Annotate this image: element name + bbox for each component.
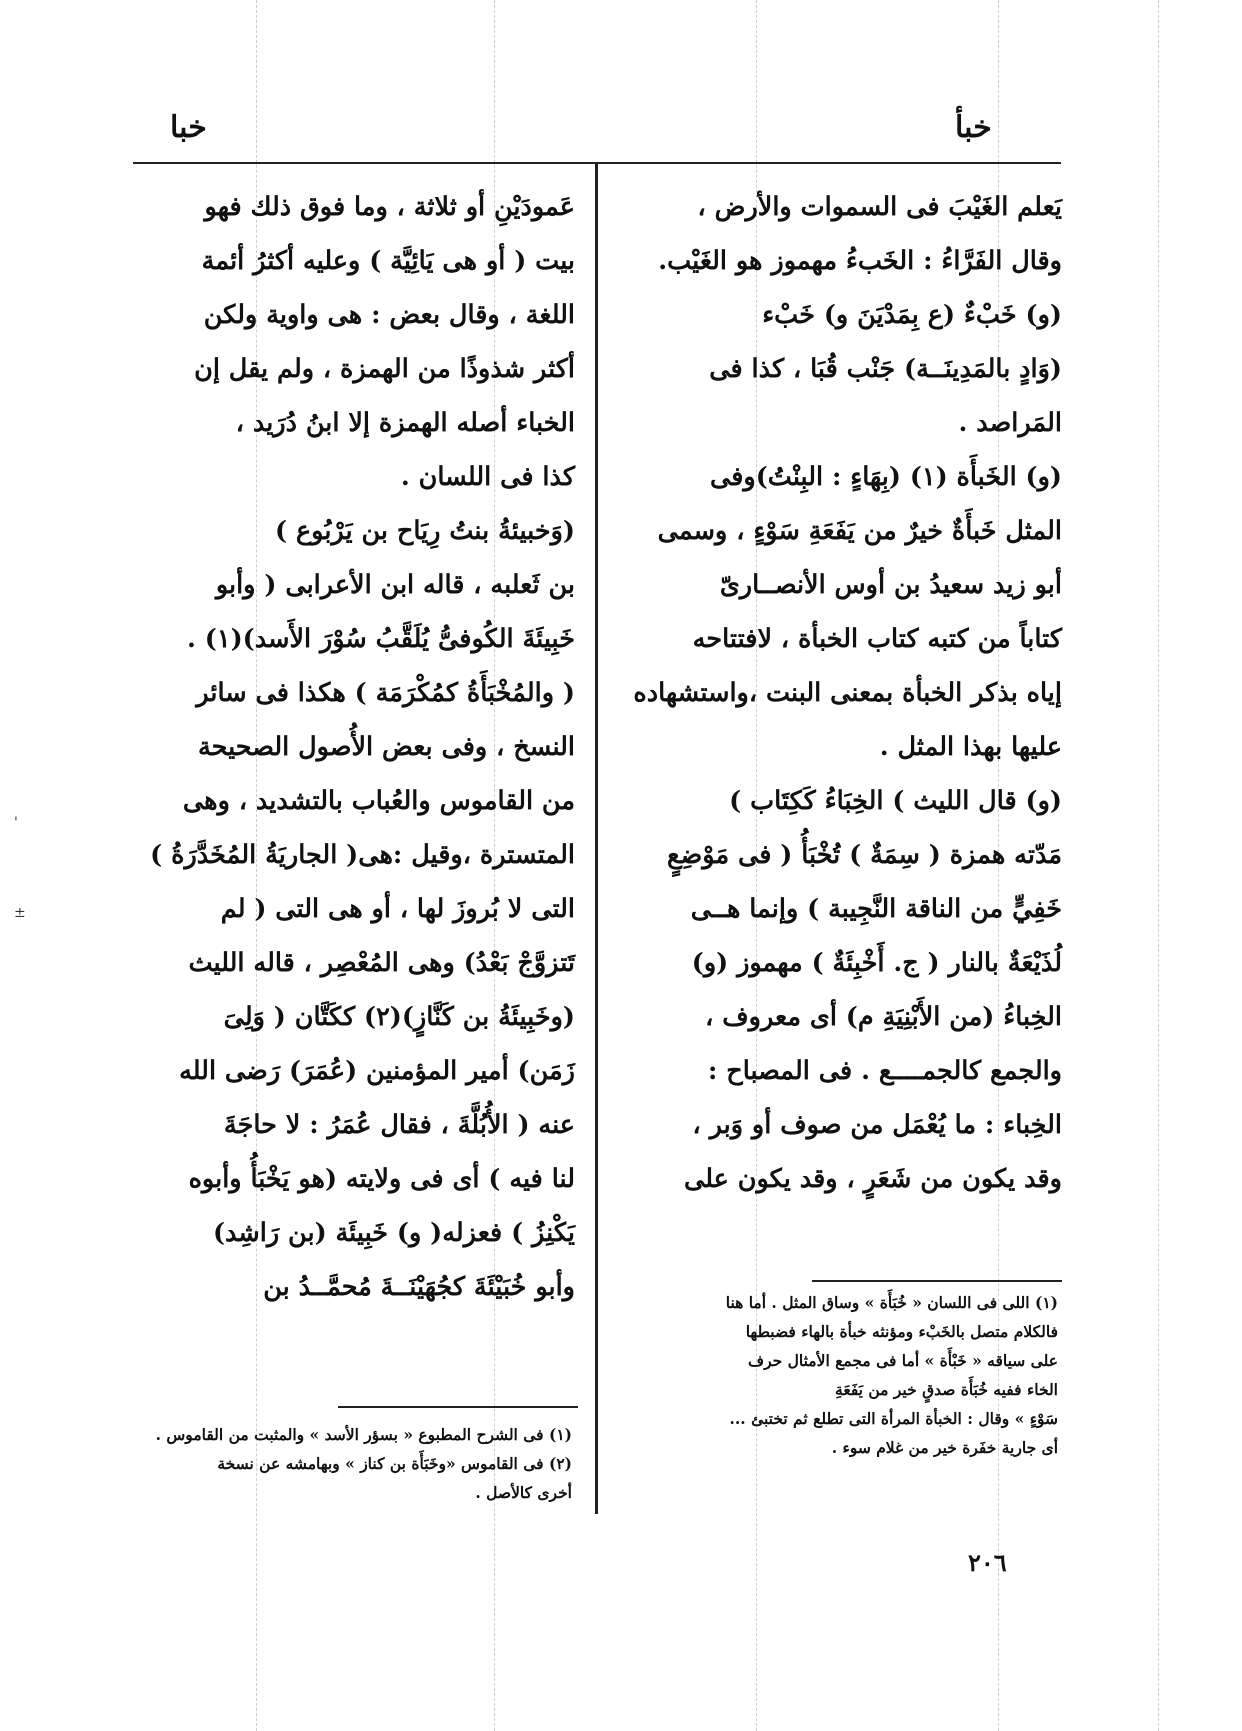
text-line: لُذَيْعَةٌ بالنار ( ج. أَخْبِئَةٌ ) مهموز (و) — [691, 948, 1062, 978]
text-line: (و) قال الليث ) الخِبَاءُ كَكِتَاب ) — [729, 786, 1062, 816]
text-line: (وَخبيئةُ بنتُ رِيَاح بن يَرْبُوع ) — [275, 516, 575, 546]
text-line: والجمع كالجمــــع . فى المصباح : — [707, 1056, 1062, 1086]
text-line: زَمَن) أمير المؤمنين (عُمَرَ) رَضى الله — [179, 1056, 575, 1086]
scan-guide-line — [1158, 0, 1159, 1731]
running-header-left: خبا — [170, 110, 207, 145]
text-line: الخباء أصله الهمزة إلا ابنُ دُرَيد ، — [235, 408, 575, 438]
footnote-rule-right — [812, 1280, 1062, 1282]
text-line: وأبو خُبَيْئَةَ كجُهَيْنَــةَ مُحمَّــدُ بن — [263, 1272, 575, 1302]
text-line: أبو زيد سعيدُ بن أوس الأنصــارىّ — [719, 570, 1062, 600]
text-line: المثل خَبأَةٌ خيرٌ من يَفَعَةِ سَوْءٍ ، وسمى — [657, 516, 1062, 546]
footnote-line: (٢) فى القاموس «وخَبَأَة بن كناز » وبهامشه عن نسخة — [217, 1454, 572, 1473]
text-line: الخِباء : ما يُعْمَل من صوف أو وَبر ، — [692, 1110, 1062, 1140]
text-line: الخِباءُ (من الأَبْنِيَةِ م) أى معروف ، — [705, 1002, 1062, 1032]
text-line: عنه ( الأُبُلَّةَ ، فقال عُمَرُ : لا حاجَةَ — [223, 1110, 575, 1140]
left-column — [135, 180, 575, 1314]
text-line: (وخَبِيئَةُ بن كَنَّازٍ)(٢) ككَتَّان ( وَلِىَ — [223, 1002, 575, 1032]
footnote-rule-left — [338, 1406, 578, 1408]
text-line: وقد يكون من شَعَرٍ ، وقد يكون على — [683, 1164, 1062, 1194]
text-line: إياه بذكر الخبأة بمعنى البنت ،واستشهاده — [633, 678, 1062, 708]
text-line: المتسترة ،وقيل :هى( الجاريَةُ المُخَدَّرَةُ ) — [150, 840, 575, 870]
text-line: (و) خَبْءٌ (ع بِمَدْيَنَ و) خَبْء — [762, 300, 1062, 330]
text-line: النسخ ، وفى بعض الأُصول الصحيحة — [197, 732, 575, 762]
footnote-line: سَوْءٍ » وقال : الخبأة المرأة التى تطلع ثم تختبئ ... — [729, 1409, 1058, 1428]
text-line: عليها بهذا المثل . — [879, 732, 1062, 762]
footnotes-right — [628, 1288, 1058, 1462]
text-line: لنا فيه ) أى فى ولايته (هو يَخْبَأُ وأبوه — [188, 1164, 575, 1194]
text-line: من القاموس والعُباب بالتشديد ، وهى — [182, 786, 575, 816]
text-line: اللغة ، وقال بعض : هى واوية ولكن — [203, 300, 575, 330]
text-line: يَكْنِزُ ) فعزله( و) خَبِيئَة (بن رَاشِد) — [212, 1218, 575, 1248]
column-divider — [595, 162, 598, 1514]
text-line: بيت ( أو هى يَائِيَّة ) وعليه أكثرُ أئمة — [201, 246, 575, 276]
text-line: ( والمُخْبَأَةُ كمُكْرَمَة ) هكذا فى سائر — [196, 678, 575, 708]
text-line: المَراصد . — [958, 408, 1062, 438]
right-column — [622, 180, 1062, 1206]
text-line: كتاباً من كتبه كتاب الخبأة ، لافتتاحه — [692, 624, 1062, 654]
text-line: (و) الخَبأَة (١) (بِهَاءٍ : البِنْتُ)وفى — [709, 462, 1062, 492]
text-line: تَتزوَّجْ بَعْدُ) وهى المُعْصِر ، قاله الليث — [188, 948, 575, 978]
text-line: (وَادٍ بالمَدِينَــة) جَنْب قُبَا ، كذا فى — [709, 354, 1062, 384]
footnote-line: فالكلام متصل بالخَبْء ومؤنثه خبأة بالهاء فضبطها — [745, 1322, 1058, 1341]
page-number: ٢٠٦ — [968, 1548, 1007, 1577]
footnote-line: أخرى كالأصل . — [475, 1483, 572, 1502]
footnote-line: أى جارية خفَرة خير من غلام سوء . — [831, 1438, 1058, 1457]
text-line: خَفِيٍّ من الناقة النَّجِيبة ) وإنما هــى — [690, 894, 1062, 924]
text-line: كذا فى اللسان . — [400, 462, 575, 492]
text-line: يَعلم الغَيْبَ فى السموات والأرض ، — [697, 192, 1062, 222]
text-line: وقال الفَرَّاءُ : الخَبءُ مهموز هو الغَيْب. — [658, 246, 1062, 276]
footnote-line: الخاء ففيه خُبَأَة صدقٍ خير من يَفَعَةِ — [835, 1380, 1058, 1399]
text-line: خَبِيئَةَ الكُوفىُّ يُلَقَّبُ سُوْرَ الأَسد)(١) . — [187, 624, 575, 654]
margin-mark: ± — [14, 905, 26, 921]
footnote-line: (١) فى الشرح المطبوع « بسؤر الأسد » والمثبت من القاموس . — [155, 1425, 572, 1444]
margin-mark: ' — [14, 815, 18, 831]
footnotes-left — [136, 1420, 572, 1507]
footnote-line: (١) اللى فى اللسان « خُبَأَة » وساق المثل . أما هنا — [725, 1293, 1058, 1312]
text-line: أكثر شذوذًا من الهمزة ، ولم يقل إن — [194, 354, 575, 384]
text-line: مَدّته همزة ( سِمَةٌ ) تُخْبَأُ ( فى مَوْضِعٍ — [667, 840, 1062, 870]
footnote-line: على سياقه « خَبْأَة » أما فى مجمع الأمثال حرف — [748, 1351, 1058, 1370]
text-line: عَمودَيْنِ أو ثلاثة ، وما فوق ذلك فهو — [204, 192, 575, 222]
running-header-right: خبأ — [955, 110, 992, 145]
text-line: التى لا بُروزَ لها ، أو هى التى ( لم — [220, 894, 575, 924]
text-line: بن ثَعلبه ، قاله ابن الأعرابى ( وأبو — [215, 570, 575, 600]
